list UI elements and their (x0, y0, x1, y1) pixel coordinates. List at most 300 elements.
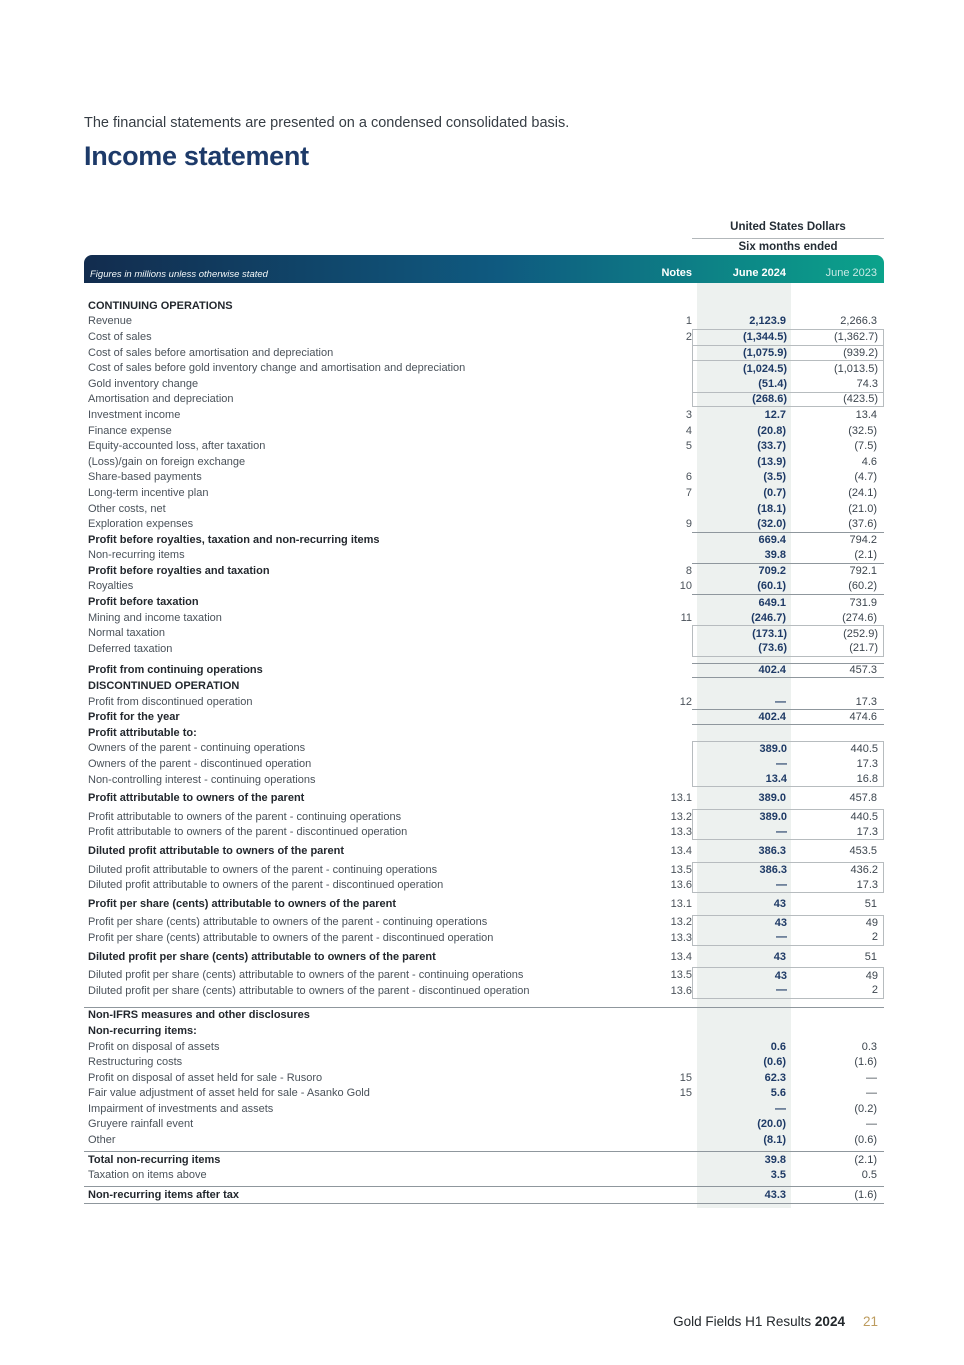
value-june-2024: (51.4) (758, 377, 787, 390)
row-label: Impairment of investments and assets (88, 1102, 274, 1115)
row-values (692, 329, 884, 345)
row-label: Cost of sales before gold inventory change and amortisation and depreciation (88, 362, 466, 375)
row-values (692, 896, 884, 912)
value-june-2024: 3.5 (770, 1169, 786, 1182)
value-june-2023: (24.1) (848, 486, 877, 499)
row-note-ref: 13.2 (670, 810, 692, 823)
table-row (84, 1117, 884, 1133)
row-label: Gold inventory change (88, 377, 199, 390)
table-row (84, 516, 884, 532)
row-label: Finance expense (88, 424, 172, 437)
value-june-2023: 51 (864, 897, 877, 910)
row-values (692, 809, 884, 825)
table-row (84, 678, 884, 694)
row-values (692, 930, 884, 946)
row-values (692, 423, 884, 439)
row-note-ref: 13.3 (670, 931, 692, 944)
row-label: Profit per share (cents) attributable to owners of the parent - discontinued operation (88, 931, 494, 944)
row-label: Owners of the parent - discontinued operation (88, 758, 312, 771)
table-row (84, 843, 884, 859)
intro-paragraph: The financial statements are presented on a condensed consolidated basis. (84, 115, 570, 131)
table-row (84, 298, 884, 314)
table-row (84, 314, 884, 330)
value-june-2024: 709.2 (758, 565, 786, 578)
row-values (692, 967, 884, 983)
row-values (692, 314, 884, 330)
value-june-2024: (1,024.5) (742, 362, 787, 375)
currency-header-underline (692, 238, 884, 239)
value-june-2023: (4.7) (854, 471, 877, 484)
row-label: Equity-accounted loss, after taxation (88, 440, 266, 453)
value-june-2023: (0.6) (854, 1134, 877, 1147)
row-values (692, 1008, 884, 1024)
value-june-2024: (20.8) (757, 424, 786, 437)
table-row (84, 709, 884, 725)
table-pre-header (84, 219, 884, 255)
row-label: Profit per share (cents) attributable to owners of the parent (88, 897, 397, 910)
column-header-notes: Notes (661, 267, 692, 279)
row-note-ref: 13.4 (670, 950, 692, 963)
row-label: Non-controlling interest - continuing operations (88, 773, 316, 786)
value-june-2024: — (776, 825, 787, 838)
value-june-2024: (73.6) (758, 642, 787, 655)
row-label: Profit per share (cents) attributable to owners of the parent - continuing operations (88, 916, 488, 929)
value-june-2023: 17.3 (856, 758, 878, 771)
table-row (84, 949, 884, 965)
value-june-2024: — (776, 758, 787, 771)
row-note-ref: 7 (685, 486, 692, 499)
table-row (84, 1187, 884, 1203)
row-label: Profit before royalties and taxation (88, 564, 270, 577)
row-note-ref: 15 (679, 1071, 692, 1084)
row-values (692, 641, 884, 657)
value-june-2023: (423.5) (843, 393, 878, 406)
table-row (84, 1101, 884, 1117)
row-values (692, 392, 884, 408)
value-june-2023: (274.6) (842, 611, 877, 624)
table-row (84, 641, 884, 657)
value-june-2024: 12.7 (764, 408, 786, 421)
value-june-2024: 402.4 (758, 664, 786, 677)
value-june-2023: 74.3 (856, 377, 878, 390)
row-values (692, 862, 884, 878)
row-values (692, 1023, 884, 1039)
row-label: Non-recurring items after tax (88, 1188, 239, 1201)
row-values (692, 298, 884, 314)
row-values (692, 1086, 884, 1102)
table-row (84, 454, 884, 470)
row-values (692, 1132, 884, 1148)
row-values (692, 407, 884, 423)
value-june-2024: (246.7) (751, 611, 786, 624)
table-header-bar (84, 255, 884, 283)
table-row (84, 967, 884, 983)
table-row (84, 376, 884, 392)
value-june-2023: (0.2) (854, 1102, 877, 1115)
value-june-2023: (37.6) (848, 518, 877, 531)
value-june-2024: 13.4 (765, 773, 787, 786)
row-values (692, 983, 884, 999)
value-june-2023: 436.2 (850, 864, 878, 877)
row-label: Diluted profit per share (cents) attributable to owners of the parent (88, 950, 436, 963)
value-june-2023: — (866, 1071, 877, 1084)
row-values (692, 678, 884, 694)
row-values (692, 790, 884, 806)
value-june-2024: — (775, 695, 786, 708)
table-row (84, 862, 884, 878)
value-june-2023: (32.5) (848, 424, 877, 437)
value-june-2024: 0.6 (770, 1040, 786, 1053)
value-june-2023: 0.5 (861, 1169, 877, 1182)
table-row (84, 438, 884, 454)
row-label: Diluted profit per share (cents) attributable to owners of the parent - continuing operations (88, 969, 524, 982)
footer-report-year: 2024 (814, 1313, 845, 1329)
row-label: Profit attributable to owners of the parent (88, 792, 305, 805)
value-june-2023: 17.3 (855, 695, 877, 708)
table-row (84, 877, 884, 893)
row-note-ref: 8 (685, 564, 692, 577)
value-june-2023: 2 (871, 984, 878, 997)
row-note-ref: 2 (685, 330, 692, 343)
table-row (84, 423, 884, 439)
row-label: Taxation on items above (88, 1169, 207, 1182)
row-values (692, 915, 884, 931)
table-row (84, 1070, 884, 1086)
row-note-ref: 13.1 (670, 897, 692, 910)
row-label: Profit attributable to owners of the parent - continuing operations (88, 810, 402, 823)
row-values (692, 532, 884, 548)
value-june-2023: 17.3 (856, 825, 878, 838)
value-june-2024: 389.0 (759, 742, 787, 755)
row-values (692, 1187, 884, 1203)
row-label: Non-IFRS measures and other disclosures (88, 1009, 310, 1022)
value-june-2024: 2,123.9 (749, 315, 786, 328)
row-label: Profit from continuing operations (88, 664, 263, 677)
row-label: Profit attributable to: (88, 726, 197, 739)
value-june-2023: (60.2) (848, 580, 877, 593)
value-june-2023: 792.1 (849, 565, 877, 578)
row-note-ref: 12 (679, 695, 692, 708)
value-june-2023: 4.6 (861, 455, 877, 468)
row-note-ref: 6 (685, 471, 692, 484)
table-row (84, 896, 884, 912)
value-june-2023: 440.5 (850, 811, 878, 824)
value-june-2023: (1,362.7) (833, 331, 878, 344)
table-row (84, 1152, 884, 1168)
value-june-2023: 51 (864, 950, 877, 963)
row-label: Diluted profit attributable to owners of the parent - discontinued operation (88, 879, 444, 892)
row-label: DISCONTINUED OPERATION (88, 680, 240, 693)
value-june-2024: — (776, 878, 787, 891)
table-caption: Figures in millions unless otherwise stated (90, 269, 268, 280)
value-june-2023: (1.6) (854, 1056, 877, 1069)
row-values (692, 360, 884, 376)
row-values (692, 709, 884, 725)
value-june-2024: (1,344.5) (742, 331, 787, 344)
row-values (692, 1117, 884, 1133)
row-values (692, 345, 884, 361)
row-values (692, 470, 884, 486)
row-values (692, 663, 884, 679)
table-row (84, 1023, 884, 1039)
value-june-2023: (252.9) (843, 627, 878, 640)
value-june-2024: (60.1) (757, 580, 786, 593)
row-label: Non-recurring items: (88, 1024, 197, 1037)
value-june-2023: (1.6) (854, 1188, 877, 1201)
value-june-2024: (13.9) (757, 455, 786, 468)
row-values (692, 610, 884, 626)
table-row (84, 579, 884, 595)
value-june-2024: 649.1 (758, 596, 786, 609)
row-note-ref: 15 (679, 1087, 692, 1100)
value-june-2024: 386.3 (759, 864, 787, 877)
value-june-2023: (21.7) (849, 642, 878, 655)
row-label: Exploration expenses (88, 518, 194, 531)
row-values (692, 1167, 884, 1183)
row-values (692, 1054, 884, 1070)
value-june-2024: (173.1) (752, 627, 787, 640)
table-row (84, 625, 884, 641)
table-row (84, 663, 884, 679)
row-values (692, 877, 884, 893)
value-june-2023: 440.5 (850, 742, 878, 755)
row-label: Profit attributable to owners of the parent - discontinued operation (88, 826, 408, 839)
value-june-2024: 39.8 (764, 1153, 786, 1166)
row-label: Royalties (88, 580, 134, 593)
row-values (692, 949, 884, 965)
row-label: Owners of the parent - continuing operations (88, 742, 306, 755)
row-label: Cost of sales before amortisation and depreciation (88, 346, 334, 359)
value-june-2023: 731.9 (849, 596, 877, 609)
value-june-2023: (2.1) (854, 549, 877, 562)
row-values (692, 454, 884, 470)
row-note-ref: 5 (685, 440, 692, 453)
value-june-2024: 62.3 (764, 1071, 786, 1084)
row-note-ref: 11 (680, 611, 692, 624)
row-label: Profit on disposal of asset held for sale - Rusoro (88, 1071, 323, 1084)
table-row (84, 501, 884, 517)
row-label: Other costs, net (88, 502, 166, 515)
row-label: Gruyere rainfall event (88, 1118, 194, 1131)
row-values (692, 756, 884, 772)
value-june-2024: 389.0 (759, 811, 787, 824)
table-row (84, 930, 884, 946)
row-values (692, 516, 884, 532)
value-june-2024: (20.0) (757, 1118, 786, 1131)
value-june-2023: (7.5) (854, 440, 877, 453)
row-values (692, 843, 884, 859)
table-row (84, 407, 884, 423)
table-row (84, 1086, 884, 1102)
row-values (692, 625, 884, 641)
value-june-2024: 389.0 (758, 792, 786, 805)
table-row (84, 329, 884, 345)
value-june-2024: 5.6 (770, 1087, 786, 1100)
row-spacer (84, 999, 884, 1007)
value-june-2024: — (775, 1102, 786, 1115)
row-values (692, 694, 884, 710)
value-june-2023: 16.8 (856, 773, 878, 786)
row-note-ref: 13.6 (670, 879, 692, 892)
value-june-2024: 39.8 (764, 549, 786, 562)
table-row (84, 741, 884, 757)
page-title: Income statement (84, 141, 309, 171)
value-june-2023: 794.2 (849, 534, 877, 547)
table-row (84, 983, 884, 999)
row-values (692, 438, 884, 454)
row-label: Share-based payments (88, 471, 202, 484)
row-label: Restructuring costs (88, 1056, 183, 1069)
value-june-2023: 2 (871, 931, 878, 944)
row-note-ref: 13.2 (670, 916, 692, 929)
row-values (692, 741, 884, 757)
row-values (692, 1039, 884, 1055)
value-june-2024: (33.7) (757, 440, 786, 453)
row-note-ref: 9 (685, 518, 692, 531)
value-june-2024: (268.6) (752, 393, 787, 406)
row-label: CONTINUING OPERATIONS (88, 299, 233, 312)
section-rule (84, 1203, 884, 1204)
table-row (84, 790, 884, 806)
row-label: Cost of sales (88, 330, 152, 343)
row-note-ref: 13.5 (670, 969, 692, 982)
period-header: Six months ended (738, 241, 838, 253)
row-note-ref: 13.4 (670, 844, 692, 857)
value-june-2023: 0.3 (861, 1040, 877, 1053)
table-row (84, 772, 884, 788)
row-label: Deferred taxation (88, 642, 173, 655)
row-label: Investment income (88, 408, 181, 421)
row-label: Fair value adjustment of asset held for sale - Asanko Gold (88, 1087, 370, 1100)
row-label: Amortisation and depreciation (88, 393, 234, 406)
table-row (84, 694, 884, 710)
row-label: Mining and income taxation (88, 611, 222, 624)
value-june-2023: (2.1) (854, 1153, 877, 1166)
table-row (84, 532, 884, 548)
row-values (692, 825, 884, 841)
value-june-2023: 17.3 (856, 878, 878, 891)
row-label: Profit from discontinued operation (88, 695, 253, 708)
table-row (84, 594, 884, 610)
table-row (84, 725, 884, 741)
column-header-june-2024: June 2024 (732, 267, 786, 279)
row-note-ref: 3 (685, 408, 692, 421)
value-june-2023: — (866, 1118, 877, 1131)
value-june-2024: — (776, 931, 787, 944)
value-june-2024: 43.3 (764, 1188, 786, 1201)
value-june-2023: 49 (865, 916, 878, 929)
table-row (84, 470, 884, 486)
table-row (84, 809, 884, 825)
row-label: Diluted profit attributable to owners of the parent (88, 844, 345, 857)
value-june-2023: 474.6 (849, 711, 877, 724)
table-row (84, 756, 884, 772)
table-body (84, 283, 884, 1204)
value-june-2024: 43 (773, 950, 786, 963)
row-note-ref: 13.5 (670, 863, 692, 876)
value-june-2023: 2,266.3 (840, 315, 877, 328)
row-values (692, 1152, 884, 1168)
row-label: Profit for the year (88, 711, 180, 724)
column-header-june-2023: June 2023 (825, 267, 877, 279)
value-june-2023: 457.8 (849, 792, 877, 805)
row-label: (Loss)/gain on foreign exchange (88, 455, 246, 468)
value-june-2024: 43 (774, 969, 787, 982)
table-row (84, 392, 884, 408)
row-label: Profit before taxation (88, 596, 199, 609)
row-label: Long-term incentive plan (88, 486, 209, 499)
table-row (84, 1039, 884, 1055)
row-label: Revenue (88, 315, 133, 328)
row-values (692, 563, 884, 579)
row-values (692, 376, 884, 392)
row-label: Diluted profit attributable to owners of the parent - continuing operations (88, 863, 438, 876)
value-june-2023: 13.4 (855, 408, 877, 421)
table-row (84, 360, 884, 376)
row-values (692, 1070, 884, 1086)
value-june-2024: (1,075.9) (742, 347, 787, 360)
value-june-2024: 402.4 (758, 711, 786, 724)
value-june-2024: (32.0) (757, 518, 786, 531)
value-june-2024: 669.4 (758, 534, 786, 547)
currency-header: United States Dollars (730, 221, 846, 233)
value-june-2024: 386.3 (758, 844, 786, 857)
row-note-ref: 13.3 (670, 826, 692, 839)
value-june-2023: (939.2) (843, 347, 878, 360)
row-values (692, 725, 884, 741)
table-row (84, 485, 884, 501)
footer-page-number: 21 (862, 1313, 878, 1329)
row-values (692, 485, 884, 501)
row-label: Normal taxation (88, 627, 166, 640)
table-row (84, 1132, 884, 1148)
value-june-2024: (8.1) (763, 1134, 786, 1147)
income-statement-table (84, 219, 884, 1204)
footer-report-title-text: Gold Fields H1 Results (673, 1313, 812, 1329)
row-values (692, 594, 884, 610)
table-row (84, 1054, 884, 1070)
row-label: Profit before royalties, taxation and non-recurring items (88, 533, 380, 546)
row-note-ref: 13.6 (670, 984, 692, 997)
value-june-2023: — (866, 1087, 877, 1100)
value-june-2024: 43 (773, 897, 786, 910)
document-page (84, 0, 884, 1329)
row-label: Profit on disposal of assets (88, 1040, 220, 1053)
row-values (692, 579, 884, 595)
table-row (84, 1008, 884, 1024)
value-june-2023: 49 (865, 969, 878, 982)
table-row (84, 825, 884, 841)
table-row (84, 563, 884, 579)
row-label: Other (88, 1134, 116, 1147)
value-june-2024: 43 (774, 916, 787, 929)
row-label: Non-recurring items (88, 549, 185, 562)
table-row (84, 1167, 884, 1183)
footer-report-title (673, 1314, 845, 1329)
value-june-2024: — (776, 984, 787, 997)
row-note-ref: 1 (685, 315, 692, 328)
value-june-2024: (3.5) (763, 471, 786, 484)
row-values (692, 772, 884, 788)
value-june-2023: (21.0) (848, 502, 877, 515)
row-note-ref: 10 (679, 580, 692, 593)
row-values (692, 501, 884, 517)
value-june-2024: (0.6) (763, 1056, 786, 1069)
value-june-2024: (0.7) (763, 486, 786, 499)
row-values (692, 1101, 884, 1117)
value-june-2024: (18.1) (757, 502, 786, 515)
page-footer (84, 1314, 884, 1329)
